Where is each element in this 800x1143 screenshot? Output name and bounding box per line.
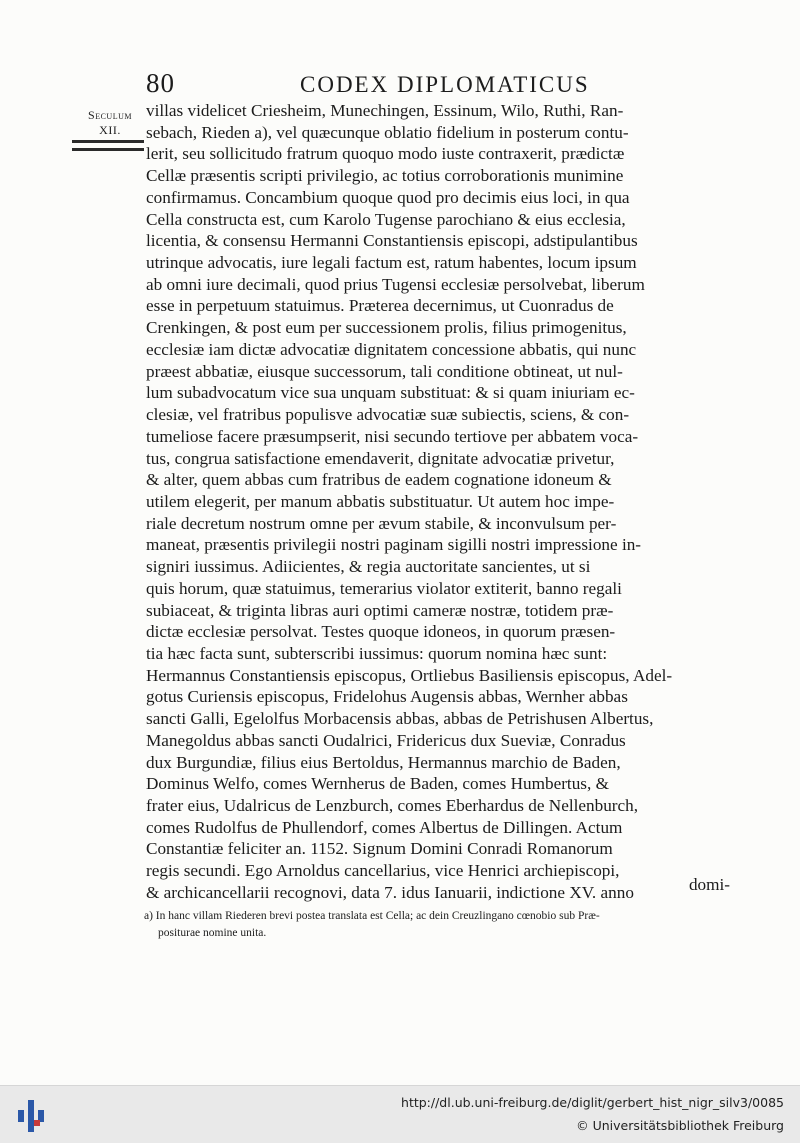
text-line: dictæ ecclesiæ persolvat. Testes quoque idoneos, in quorum præsen- (146, 622, 616, 642)
text-line: dux Burgundiæ, filius eius Bertoldus, Hermannus marchio de Baden, (146, 752, 621, 772)
margin-note (74, 108, 146, 138)
margin-rule (72, 140, 144, 143)
charter-text (146, 100, 740, 904)
page-number: 80 (146, 68, 175, 98)
footnote (144, 908, 744, 942)
text-line: præest abbatiæ, eiusque successorum, tali conditione obtineat, ut nul- (146, 361, 623, 381)
copyright-notice: © Universitätsbibliothek Freiburg (576, 1118, 784, 1133)
source-url-link[interactable]: http://dl.ub.uni-freiburg.de/diglit/gerbert_hist_nigr_silv3/0085 (401, 1095, 784, 1110)
text-line: villas videlicet Criesheim, Munechingen, Essinum, Wilo, Ruthi, Ran- (146, 101, 624, 120)
text-line: ecclesiæ iam dictæ advocatiæ dignitatem concessione abbatis, qui nunc (146, 339, 637, 359)
ub-freiburg-logo-icon (14, 1096, 54, 1136)
text-line: clesiæ, vel fratribus populisve advocatiæ suæ subiectis, sciens, & con- (146, 405, 630, 425)
text-line: esse in perpetuum statuimus. Præterea decernimus, ut Cuonradus de (146, 296, 614, 316)
text-line: maneat, præsentis privilegii nostri paginam sigilli nostri impressione in- (146, 535, 642, 555)
text-line: Manegoldus abbas sancti Oudalrici, Fridericus dux Sueviæ, Conradus (146, 730, 626, 750)
text-line: & alter, quem abbas cum fratribus de eadem cognatione idoneum & (146, 470, 612, 490)
text-line: Constantiæ feliciter an. 1152. Signum Domini Conradi Romanorum (146, 839, 613, 859)
text-line: sancti Galli, Egelolfus Morbacensis abbas, abbas de Petrishusen Albertus, (146, 709, 654, 729)
text-line: comes Rudolfus de Phullendorf, comes Albertus de Dillingen. Actum (146, 817, 623, 837)
text-line: Cella constructa est, cum Karolo Tugense parochiano & eius ecclesia, (146, 209, 626, 229)
text-line: Dominus Welfo, comes Wernherus de Baden, comes Humbertus, & (146, 774, 609, 794)
text-line: utilem elegerit, per manum abbatis substituatur. Ut autem hoc impe- (146, 491, 615, 511)
viewer-footer (0, 1085, 800, 1143)
text-line: licentia, & consensu Hermanni Constantiensis episcopi, adstipulantibus (146, 231, 638, 251)
margin-note-century: Seculum (88, 108, 132, 122)
text-line: Hermannus Constantiensis episcopus, Ortliebus Basiliensis episcopus, Adel- (146, 665, 673, 685)
text-line: riale decretum nostrum omne per ævum stabile, & inconvulsum per- (146, 513, 617, 533)
catchword: domi- (688, 875, 730, 894)
text-line: Crenkingen, & post eum per successionem prolis, filius primogenitus, (146, 318, 627, 338)
text-line: lerit, seu sollicitudo fratrum quoquo modo iuste contraxerit, prædictæ (146, 144, 625, 164)
text-line: utrinque advocatis, iure legali factum est, ratum habentes, locum ipsum (146, 253, 637, 273)
text-line: signiri iussimus. Adiicientes, & regia auctoritate sancientes, ut si (146, 557, 591, 577)
text-line: regis secundi. Ego Arnoldus cancellarius, vice Henrici archiepiscopi, (146, 861, 620, 881)
text-line: tia hæc facta sunt, subterscribi iussimus: quorum nomina hæc sunt: (146, 643, 608, 663)
text-line: ab omni iure decimali, quod prius Tugensi ecclesiæ persolvebat, liberum (146, 274, 645, 294)
text-line: subiaceat, & triginta libras auri optimi cameræ nostræ, totidem præ- (146, 600, 614, 620)
text-line: quis horum, quæ statuimus, temerarius violator extiterit, banno regali (146, 578, 622, 598)
text-line: confirmamus. Concambium quoque quod pro decimis eius loci, in qua (146, 187, 630, 207)
text-line: sebach, Rieden a), vel quæcunque oblatio fidelium in posterum contu- (146, 122, 629, 142)
text-line: gotus Curiensis episcopus, Fridelohus Augensis abbas, Wernher abbas (146, 687, 628, 707)
margin-rule (72, 148, 144, 151)
text-line: lum subadvocatum vice sua unquam substituat: & si quam iniuriam ec- (146, 383, 635, 403)
running-title: CODEX DIPLOMATICUS (300, 72, 590, 97)
text-line: & archicancellarii recognovi, data 7. idus Ianuarii, indictione XV. anno (146, 882, 634, 902)
text-line: Cellæ præsentis scripti privilegio, ac totius corroborationis munimine (146, 166, 624, 186)
text-line: frater eius, Udalricus de Lenzburch, comes Eberhardus de Nellenburch, (146, 796, 639, 815)
text-line: tumeliose facere præsumpserit, nisi secundo tertiove per abbatem voca- (146, 426, 639, 446)
text-line: tus, congrua satisfactione emendaverit, dignitate advocatiæ privetur, (146, 448, 615, 468)
margin-note-numeral: XII. (99, 123, 121, 137)
footnote-line: positurae nomine unita. (158, 927, 267, 939)
footnote-line: a) In hanc villam Riederen brevi postea translata est Cella; ac dein Creuzlingano cœnobio sub Præ- (144, 910, 600, 922)
